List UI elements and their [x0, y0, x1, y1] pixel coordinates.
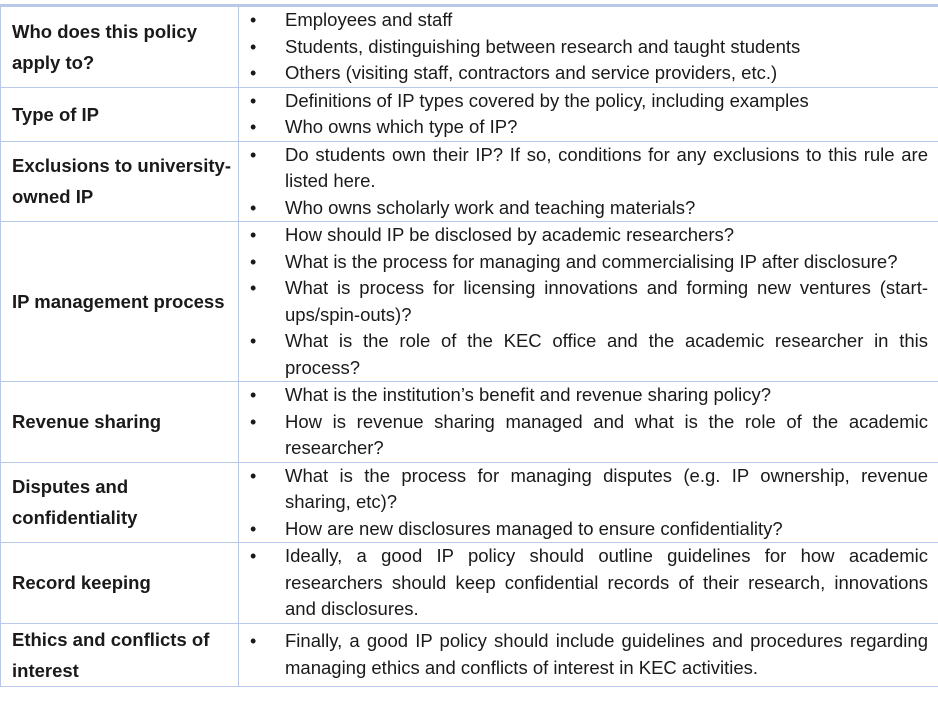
bullet-list	[239, 7, 938, 87]
bullet-list	[239, 88, 938, 141]
row-items-cell	[239, 141, 938, 222]
row-items-cell	[239, 382, 938, 463]
row-items-cell	[239, 462, 938, 543]
row-label: Exclusions to university-owned IP	[1, 141, 239, 222]
list-item: • Who owns scholarly work and teaching materials?	[239, 195, 938, 222]
table-row	[1, 141, 938, 222]
list-item: • What is the institution’s benefit and revenue sharing policy?	[239, 382, 938, 409]
list-item: • What is the role of the KEC office and the academic researcher in this process?	[239, 328, 938, 381]
table-row	[1, 462, 938, 543]
bullet-list	[239, 222, 938, 381]
row-label: IP management process	[1, 222, 239, 382]
table-row	[1, 543, 938, 624]
list-item: • Do students own their IP? If so, conditions for any exclusions to this rule are listed here.	[239, 142, 938, 195]
row-label: Revenue sharing	[1, 382, 239, 463]
table-row	[1, 87, 938, 141]
table-row	[1, 623, 938, 686]
bullet-list	[239, 463, 938, 543]
row-items-cell	[239, 222, 938, 382]
list-item: • Students, distinguishing between research and taught students	[239, 34, 938, 61]
row-items-cell	[239, 87, 938, 141]
row-items-cell	[239, 543, 938, 624]
list-item: • What is the process for managing and commercialising IP after disclosure?	[239, 249, 938, 276]
bullet-list	[239, 628, 938, 681]
row-label: Type of IP	[1, 87, 239, 141]
list-item: • What is the process for managing disputes (e.g. IP ownership, revenue sharing, etc)?	[239, 463, 938, 516]
bullet-list	[239, 543, 938, 623]
bullet-list	[239, 382, 938, 462]
list-item: • How are new disclosures managed to ensure confidentiality?	[239, 516, 938, 543]
list-item: • Employees and staff	[239, 7, 938, 34]
bullet-list	[239, 142, 938, 222]
list-item: • How should IP be disclosed by academic researchers?	[239, 222, 938, 249]
list-item: • What is process for licensing innovations and forming new ventures (start-ups/spin-outs)?	[239, 275, 938, 328]
row-label: Ethics and conflicts of interest	[1, 623, 239, 686]
row-label: Record keeping	[1, 543, 239, 624]
list-item: • How is revenue sharing managed and what is the role of the academic researcher?	[239, 409, 938, 462]
list-item: • Definitions of IP types covered by the policy, including examples	[239, 88, 938, 115]
list-item: • Ideally, a good IP policy should outline guidelines for how academic researchers should keep confidential records of their research, innovations and disclosures.	[239, 543, 938, 623]
table-row	[1, 382, 938, 463]
table-row	[1, 222, 938, 382]
row-items-cell	[239, 623, 938, 686]
row-items-cell	[239, 6, 938, 88]
row-label: Disputes and confidentiality	[1, 462, 239, 543]
list-item: • Finally, a good IP policy should include guidelines and procedures regarding managing ethics and conflicts of interest in KEC activities.	[239, 628, 938, 681]
table-row	[1, 6, 938, 88]
ip-policy-table	[0, 4, 938, 687]
list-item: • Others (visiting staff, contractors and service providers, etc.)	[239, 60, 938, 87]
list-item: • Who owns which type of IP?	[239, 114, 938, 141]
row-label: Who does this policy apply to?	[1, 6, 239, 88]
